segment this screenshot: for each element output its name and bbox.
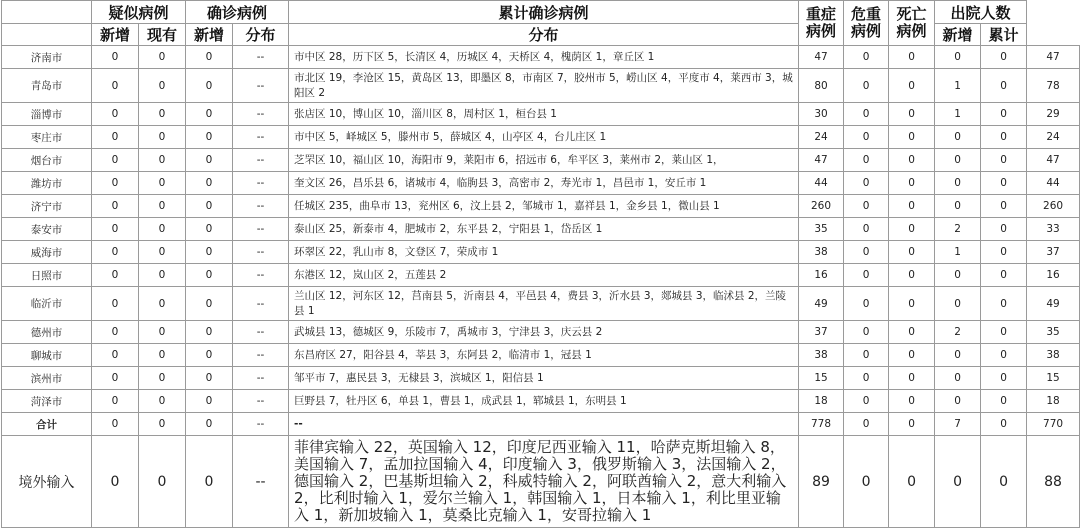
confirmed-distribution-cell: -- xyxy=(233,413,289,436)
suspected-current-cell: 0 xyxy=(139,413,186,436)
total-cell: 18 xyxy=(799,390,844,413)
table-row xyxy=(2,241,1080,264)
suspected-current-cell: 0 xyxy=(139,69,186,103)
total-cell: 35 xyxy=(799,218,844,241)
city-cell: 威海市 xyxy=(2,241,92,264)
city-cell: 潍坊市 xyxy=(2,172,92,195)
death-cell: 0 xyxy=(935,390,981,413)
death-cell: 0 xyxy=(935,367,981,390)
header-critical: 危重 病例 xyxy=(844,1,889,46)
header-blank-sub xyxy=(2,24,92,46)
discharged-accumulated-cell: 88 xyxy=(1027,436,1080,528)
critical-cell: 0 xyxy=(889,367,935,390)
severe-cell: 0 xyxy=(844,195,889,218)
header-discharged-new: 新增 xyxy=(935,24,981,46)
critical-cell: 0 xyxy=(889,195,935,218)
critical-cell: 0 xyxy=(889,321,935,344)
discharged-accumulated-cell: 18 xyxy=(1027,390,1080,413)
table-row xyxy=(2,390,1080,413)
confirmed-new-cell: 0 xyxy=(186,413,233,436)
discharged-new-cell: 0 xyxy=(981,149,1027,172)
table-body xyxy=(2,46,1080,528)
cumulative-distribution-cell: 巨野县 7，牡丹区 6，单县 1，曹县 1，成武县 1，郓城县 1，东明县 1 xyxy=(289,390,799,413)
confirmed-distribution-cell: -- xyxy=(233,436,289,528)
discharged-new-cell: 0 xyxy=(981,436,1027,528)
suspected-current-cell: 0 xyxy=(139,287,186,321)
suspected-current-cell: 0 xyxy=(139,126,186,149)
confirmed-distribution-cell: -- xyxy=(233,264,289,287)
suspected-current-cell: 0 xyxy=(139,195,186,218)
confirmed-new-cell: 0 xyxy=(186,344,233,367)
critical-cell: 0 xyxy=(889,264,935,287)
cumulative-distribution-cell: -- xyxy=(289,413,799,436)
discharged-accumulated-cell: 24 xyxy=(1027,126,1080,149)
critical-cell: 0 xyxy=(889,413,935,436)
table-row xyxy=(2,69,1080,103)
death-cell: 2 xyxy=(935,321,981,344)
table-row xyxy=(2,172,1080,195)
confirmed-distribution-cell: -- xyxy=(233,69,289,103)
cumulative-distribution-cell: 市北区 19，李沧区 15，黄岛区 13，即墨区 8，市南区 7，胶州市 5，崂山区 4，平度市 4，莱西市 3，城阳区 2 xyxy=(289,69,799,103)
critical-cell: 0 xyxy=(889,436,935,528)
suspected-current-cell: 0 xyxy=(139,344,186,367)
confirmed-distribution-cell: -- xyxy=(233,149,289,172)
city-cell: 临沂市 xyxy=(2,287,92,321)
death-cell: 7 xyxy=(935,413,981,436)
table-row xyxy=(2,367,1080,390)
header-cumulative: 累计确诊病例 xyxy=(289,1,799,24)
discharged-new-cell: 0 xyxy=(981,103,1027,126)
discharged-new-cell: 0 xyxy=(981,241,1027,264)
cumulative-distribution-cell: 奎文区 26，昌乐县 6，诸城市 4，临朐县 3，高密市 2，寿光市 1，昌邑市 1，安丘市 1 xyxy=(289,172,799,195)
death-cell: 1 xyxy=(935,241,981,264)
city-cell: 泰安市 xyxy=(2,218,92,241)
header-suspected-current: 现有 xyxy=(139,24,186,46)
suspected-current-cell: 0 xyxy=(139,103,186,126)
confirmed-distribution-cell: -- xyxy=(233,218,289,241)
suspected-new-cell: 0 xyxy=(92,287,139,321)
discharged-accumulated-cell: 38 xyxy=(1027,344,1080,367)
discharged-accumulated-cell: 37 xyxy=(1027,241,1080,264)
suspected-current-cell: 0 xyxy=(139,321,186,344)
suspected-new-cell: 0 xyxy=(92,46,139,69)
confirmed-new-cell: 0 xyxy=(186,321,233,344)
city-cell: 枣庄市 xyxy=(2,126,92,149)
cumulative-distribution-cell: 东昌府区 27，阳谷县 4，莘县 3，东阿县 2，临清市 1，冠县 1 xyxy=(289,344,799,367)
severe-cell: 0 xyxy=(844,172,889,195)
total-cell: 44 xyxy=(799,172,844,195)
death-cell: 0 xyxy=(935,287,981,321)
header-blank xyxy=(2,1,92,24)
city-cell: 青岛市 xyxy=(2,69,92,103)
severe-cell: 0 xyxy=(844,436,889,528)
header-suspected: 疑似病例 xyxy=(92,1,186,24)
cumulative-distribution-cell: 菲律宾输入 22，英国输入 12，印度尼西亚输入 11，哈萨克斯坦输入 8，美国输入 7，孟加拉国输入 4，印度输入 3，俄罗斯输入 3，法国输入 2，德国输入 2，巴基斯坦输入 2，科威特输入 2，阿联酋输入 2，意大利输入 2，比利时输入 1，爱尔兰输入 1，韩国输入 1，日本输入 1，利比里亚输入 1，新加坡输入 1，莫桑比克输入 1，安哥拉输入 1 xyxy=(289,436,799,528)
suspected-new-cell: 0 xyxy=(92,321,139,344)
critical-cell: 0 xyxy=(889,69,935,103)
confirmed-new-cell: 0 xyxy=(186,46,233,69)
discharged-new-cell: 0 xyxy=(981,367,1027,390)
suspected-new-cell: 0 xyxy=(92,413,139,436)
cumulative-distribution-cell: 泰山区 25，新泰市 4，肥城市 2，东平县 2，宁阳县 1，岱岳区 1 xyxy=(289,218,799,241)
suspected-new-cell: 0 xyxy=(92,344,139,367)
city-cell: 济宁市 xyxy=(2,195,92,218)
confirmed-distribution-cell: -- xyxy=(233,195,289,218)
table-row xyxy=(2,195,1080,218)
suspected-new-cell: 0 xyxy=(92,195,139,218)
severe-cell: 0 xyxy=(844,241,889,264)
severe-cell: 0 xyxy=(844,126,889,149)
total-cell: 778 xyxy=(799,413,844,436)
discharged-accumulated-cell: 770 xyxy=(1027,413,1080,436)
critical-cell: 0 xyxy=(889,287,935,321)
confirmed-new-cell: 0 xyxy=(186,103,233,126)
header-discharged-accumulated: 累计 xyxy=(981,24,1027,46)
total-row xyxy=(2,413,1080,436)
discharged-new-cell: 0 xyxy=(981,390,1027,413)
confirmed-new-cell: 0 xyxy=(186,367,233,390)
confirmed-distribution-cell: -- xyxy=(233,172,289,195)
table-row xyxy=(2,126,1080,149)
city-cell: 菏泽市 xyxy=(2,390,92,413)
critical-cell: 0 xyxy=(889,172,935,195)
confirmed-distribution-cell: -- xyxy=(233,367,289,390)
city-cell: 境外输入 xyxy=(2,436,92,528)
cumulative-distribution-cell: 市中区 5，峄城区 5，滕州市 5，薛城区 4，山亭区 4，台儿庄区 1 xyxy=(289,126,799,149)
city-cell: 淄博市 xyxy=(2,103,92,126)
confirmed-new-cell: 0 xyxy=(186,218,233,241)
confirmed-new-cell: 0 xyxy=(186,172,233,195)
suspected-current-cell: 0 xyxy=(139,241,186,264)
discharged-accumulated-cell: 35 xyxy=(1027,321,1080,344)
total-cell: 38 xyxy=(799,241,844,264)
suspected-new-cell: 0 xyxy=(92,149,139,172)
suspected-new-cell: 0 xyxy=(92,218,139,241)
confirmed-distribution-cell: -- xyxy=(233,321,289,344)
city-cell: 滨州市 xyxy=(2,367,92,390)
confirmed-distribution-cell: -- xyxy=(233,46,289,69)
discharged-new-cell: 0 xyxy=(981,69,1027,103)
confirmed-distribution-cell: -- xyxy=(233,126,289,149)
confirmed-new-cell: 0 xyxy=(186,241,233,264)
confirmed-new-cell: 0 xyxy=(186,436,233,528)
critical-cell: 0 xyxy=(889,344,935,367)
suspected-new-cell: 0 xyxy=(92,172,139,195)
severe-cell: 0 xyxy=(844,287,889,321)
table-row xyxy=(2,46,1080,69)
cumulative-distribution-cell: 市中区 28，历下区 5，长清区 4，历城区 4，天桥区 4，槐荫区 1，章丘区 1 xyxy=(289,46,799,69)
discharged-accumulated-cell: 47 xyxy=(1027,46,1080,69)
suspected-new-cell: 0 xyxy=(92,264,139,287)
suspected-new-cell: 0 xyxy=(92,103,139,126)
discharged-accumulated-cell: 260 xyxy=(1027,195,1080,218)
death-cell: 0 xyxy=(935,126,981,149)
total-cell: 16 xyxy=(799,264,844,287)
table-row xyxy=(2,103,1080,126)
cumulative-distribution-cell: 张店区 10，博山区 10，淄川区 8，周村区 1，桓台县 1 xyxy=(289,103,799,126)
death-cell: 1 xyxy=(935,69,981,103)
suspected-current-cell: 0 xyxy=(139,172,186,195)
severe-cell: 0 xyxy=(844,390,889,413)
header-row-top xyxy=(2,1,1080,24)
confirmed-distribution-cell: -- xyxy=(233,390,289,413)
severe-cell: 0 xyxy=(844,344,889,367)
discharged-accumulated-cell: 78 xyxy=(1027,69,1080,103)
discharged-new-cell: 0 xyxy=(981,172,1027,195)
death-cell: 0 xyxy=(935,195,981,218)
confirmed-distribution-cell: -- xyxy=(233,241,289,264)
table-row xyxy=(2,344,1080,367)
severe-cell: 0 xyxy=(844,103,889,126)
confirmed-new-cell: 0 xyxy=(186,195,233,218)
confirmed-distribution-cell: -- xyxy=(233,344,289,367)
suspected-new-cell: 0 xyxy=(92,390,139,413)
confirmed-new-cell: 0 xyxy=(186,390,233,413)
critical-cell: 0 xyxy=(889,46,935,69)
suspected-current-cell: 0 xyxy=(139,218,186,241)
confirmed-new-cell: 0 xyxy=(186,126,233,149)
discharged-accumulated-cell: 44 xyxy=(1027,172,1080,195)
critical-cell: 0 xyxy=(889,126,935,149)
cumulative-distribution-cell: 任城区 235，曲阜市 13，兖州区 6，汶上县 2，邹城市 1，嘉祥县 1，金乡县 1，微山县 1 xyxy=(289,195,799,218)
severe-cell: 0 xyxy=(844,218,889,241)
suspected-new-cell: 0 xyxy=(92,436,139,528)
critical-cell: 0 xyxy=(889,241,935,264)
discharged-new-cell: 0 xyxy=(981,413,1027,436)
discharged-new-cell: 0 xyxy=(981,287,1027,321)
header-confirmed: 确诊病例 xyxy=(186,1,289,24)
discharged-accumulated-cell: 33 xyxy=(1027,218,1080,241)
city-cell: 合计 xyxy=(2,413,92,436)
suspected-current-cell: 0 xyxy=(139,390,186,413)
suspected-new-cell: 0 xyxy=(92,367,139,390)
table-row xyxy=(2,321,1080,344)
death-cell: 0 xyxy=(935,264,981,287)
cumulative-distribution-cell: 兰山区 12，河东区 12，莒南县 5，沂南县 4，平邑县 4，费县 3，沂水县 3，郯城县 3，临沭县 2，兰陵县 1 xyxy=(289,287,799,321)
cumulative-distribution-cell: 环翠区 22，乳山市 8，文登区 7，荣成市 1 xyxy=(289,241,799,264)
critical-cell: 0 xyxy=(889,149,935,172)
discharged-new-cell: 0 xyxy=(981,264,1027,287)
suspected-current-cell: 0 xyxy=(139,436,186,528)
suspected-current-cell: 0 xyxy=(139,367,186,390)
total-cell: 24 xyxy=(799,126,844,149)
covid-statistics-table xyxy=(1,0,1080,528)
death-cell: 0 xyxy=(935,436,981,528)
critical-cell: 0 xyxy=(889,218,935,241)
discharged-accumulated-cell: 16 xyxy=(1027,264,1080,287)
header-severe: 重症 病例 xyxy=(799,1,844,46)
total-cell: 37 xyxy=(799,321,844,344)
death-cell: 2 xyxy=(935,218,981,241)
header-cumulative-distribution: 分布 xyxy=(289,24,799,46)
total-cell: 49 xyxy=(799,287,844,321)
severe-cell: 0 xyxy=(844,264,889,287)
cumulative-distribution-cell: 武城县 13，德城区 9，乐陵市 7，禹城市 3，宁津县 3，庆云县 2 xyxy=(289,321,799,344)
header-confirmed-new: 新增 xyxy=(186,24,233,46)
suspected-new-cell: 0 xyxy=(92,241,139,264)
overseas-row xyxy=(2,436,1080,528)
discharged-new-cell: 0 xyxy=(981,344,1027,367)
severe-cell: 0 xyxy=(844,46,889,69)
severe-cell: 0 xyxy=(844,321,889,344)
total-cell: 80 xyxy=(799,69,844,103)
severe-cell: 0 xyxy=(844,367,889,390)
discharged-new-cell: 0 xyxy=(981,321,1027,344)
total-cell: 260 xyxy=(799,195,844,218)
city-cell: 日照市 xyxy=(2,264,92,287)
table-row xyxy=(2,149,1080,172)
total-cell: 89 xyxy=(799,436,844,528)
confirmed-new-cell: 0 xyxy=(186,69,233,103)
confirmed-distribution-cell: -- xyxy=(233,287,289,321)
severe-cell: 0 xyxy=(844,149,889,172)
suspected-current-cell: 0 xyxy=(139,149,186,172)
severe-cell: 0 xyxy=(844,69,889,103)
cumulative-distribution-cell: 邹平市 7，惠民县 3，无棣县 3，滨城区 1，阳信县 1 xyxy=(289,367,799,390)
discharged-accumulated-cell: 15 xyxy=(1027,367,1080,390)
total-cell: 47 xyxy=(799,46,844,69)
suspected-current-cell: 0 xyxy=(139,264,186,287)
severe-cell: 0 xyxy=(844,413,889,436)
city-cell: 德州市 xyxy=(2,321,92,344)
critical-cell: 0 xyxy=(889,103,935,126)
discharged-new-cell: 0 xyxy=(981,126,1027,149)
table-row xyxy=(2,287,1080,321)
death-cell: 0 xyxy=(935,344,981,367)
discharged-accumulated-cell: 29 xyxy=(1027,103,1080,126)
header-confirmed-distribution: 分布 xyxy=(233,24,289,46)
death-cell: 0 xyxy=(935,149,981,172)
discharged-new-cell: 0 xyxy=(981,195,1027,218)
death-cell: 1 xyxy=(935,103,981,126)
confirmed-new-cell: 0 xyxy=(186,287,233,321)
critical-cell: 0 xyxy=(889,390,935,413)
total-cell: 47 xyxy=(799,149,844,172)
header-discharged: 出院人数 xyxy=(935,1,1027,24)
confirmed-distribution-cell: -- xyxy=(233,103,289,126)
suspected-new-cell: 0 xyxy=(92,69,139,103)
table-row xyxy=(2,218,1080,241)
table-row xyxy=(2,264,1080,287)
death-cell: 0 xyxy=(935,172,981,195)
city-cell: 济南市 xyxy=(2,46,92,69)
total-cell: 38 xyxy=(799,344,844,367)
header-death: 死亡 病例 xyxy=(889,1,935,46)
city-cell: 烟台市 xyxy=(2,149,92,172)
death-cell: 0 xyxy=(935,46,981,69)
cumulative-distribution-cell: 东港区 12，岚山区 2，五莲县 2 xyxy=(289,264,799,287)
discharged-new-cell: 0 xyxy=(981,218,1027,241)
discharged-accumulated-cell: 49 xyxy=(1027,287,1080,321)
city-cell: 聊城市 xyxy=(2,344,92,367)
total-cell: 15 xyxy=(799,367,844,390)
suspected-current-cell: 0 xyxy=(139,46,186,69)
cumulative-distribution-cell: 芝罘区 10，福山区 10，海阳市 9，莱阳市 6，招远市 6，牟平区 3，莱州市 2，莱山区 1， xyxy=(289,149,799,172)
total-cell: 30 xyxy=(799,103,844,126)
discharged-new-cell: 0 xyxy=(981,46,1027,69)
confirmed-new-cell: 0 xyxy=(186,264,233,287)
header-suspected-new: 新增 xyxy=(92,24,139,46)
suspected-new-cell: 0 xyxy=(92,126,139,149)
discharged-accumulated-cell: 47 xyxy=(1027,149,1080,172)
confirmed-new-cell: 0 xyxy=(186,149,233,172)
